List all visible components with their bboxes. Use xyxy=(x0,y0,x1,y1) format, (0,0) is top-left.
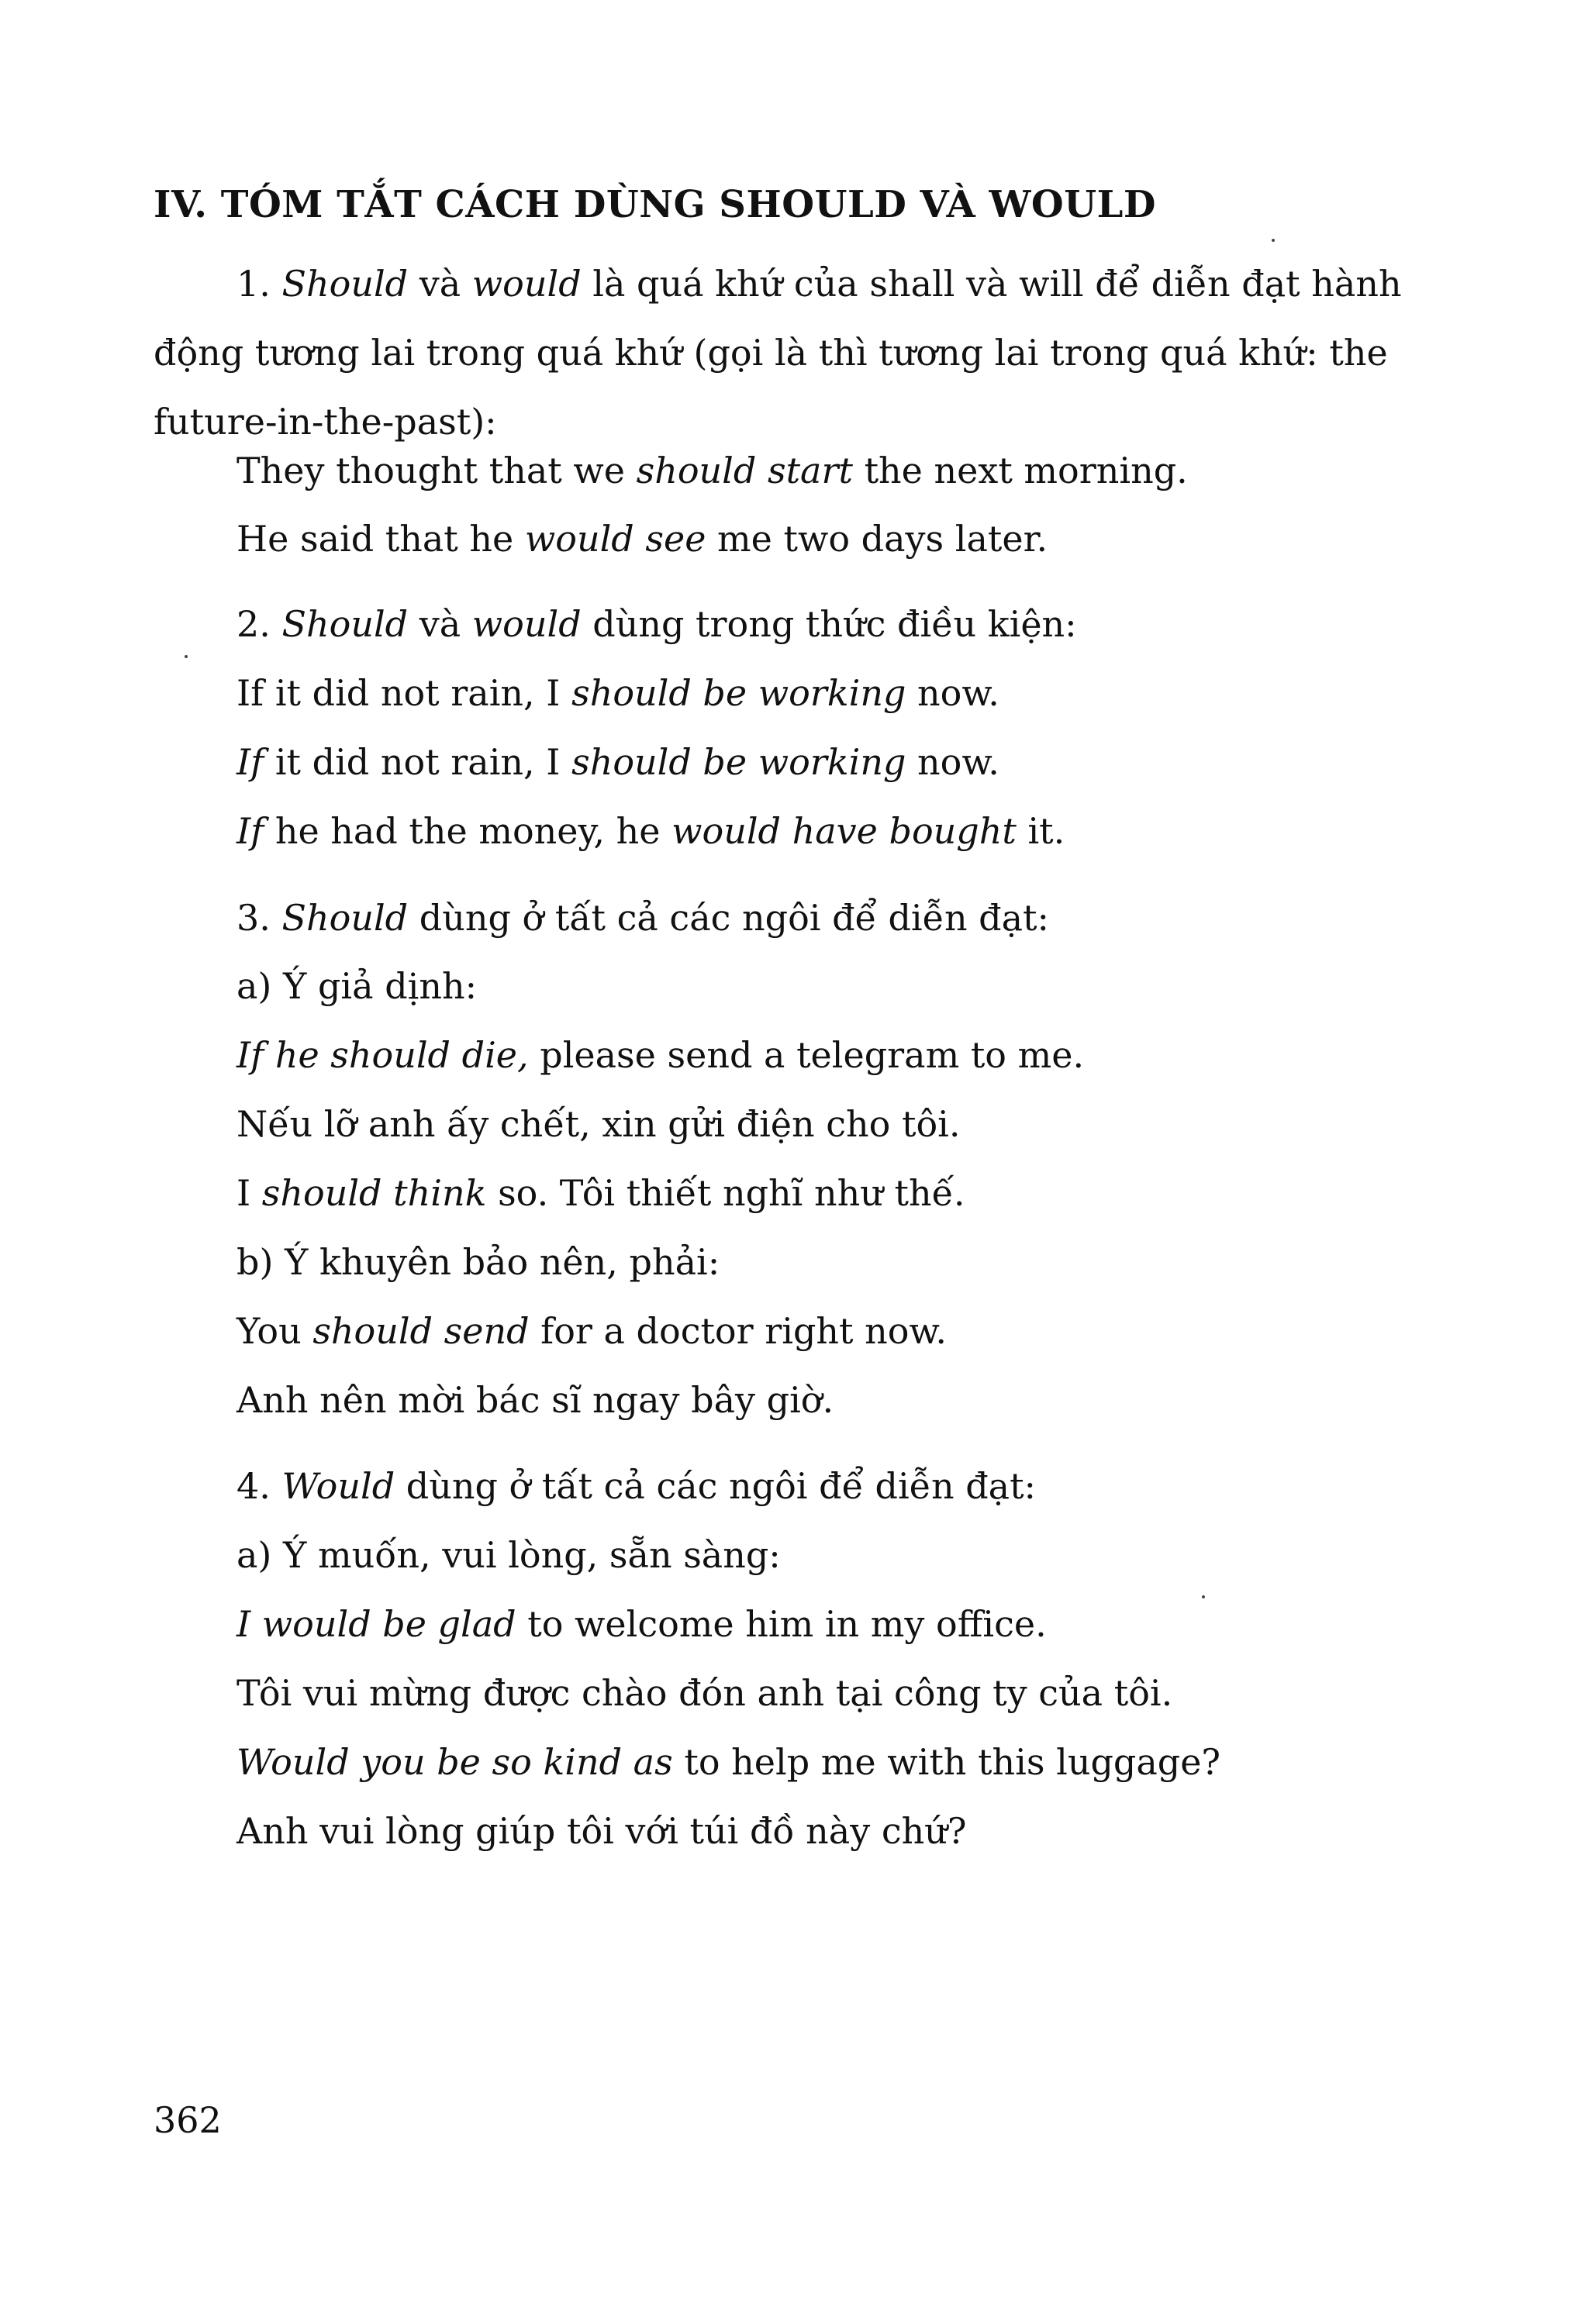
text-fragment: to welcome him in my office. xyxy=(516,1603,1047,1645)
emphasis: should start xyxy=(636,450,853,491)
translation-line: Tôi vui mừng được chào đón anh tại công ty của tôi. xyxy=(236,1672,1173,1714)
emphasis: Would you be so kind as xyxy=(236,1741,673,1783)
text-fragment: dùng ở tất cả các ngôi để diễn đạt: xyxy=(408,897,1050,939)
text-fragment: the next morning. xyxy=(852,450,1188,491)
example-line xyxy=(236,1310,947,1352)
translation-line: Nếu lỡ anh ấy chết, xin gửi điện cho tôi. xyxy=(236,1103,961,1145)
text-fragment: me two days later. xyxy=(706,518,1048,560)
emphasis: I would be glad xyxy=(236,1603,516,1645)
scan-speck xyxy=(1202,1595,1205,1598)
emphasis: would see xyxy=(524,518,706,560)
text-fragment: dùng ở tất cả các ngôi để diễn đạt: xyxy=(395,1465,1037,1507)
text-fragment: và xyxy=(408,263,472,305)
translation-line: Anh nên mời bác sĩ ngay bây giờ. xyxy=(236,1379,834,1421)
text-fragment: it did not rain, I xyxy=(264,741,572,783)
example-line xyxy=(236,518,1048,560)
section-number: 3. xyxy=(236,897,282,939)
example-line xyxy=(236,672,999,714)
text-fragment: it. xyxy=(1016,810,1065,852)
emphasis: should send xyxy=(312,1310,530,1352)
section-heading: IV. TÓM TẮT CÁCH DÙNG SHOULD VÀ WOULD xyxy=(154,183,1156,226)
section-number: 2. xyxy=(236,603,282,645)
subheading-b: b) Ý khuyên bảo nên, phải: xyxy=(236,1241,720,1283)
section-4-heading xyxy=(236,1465,1036,1507)
emphasis: would xyxy=(471,603,582,645)
example-line xyxy=(236,1741,1220,1783)
emphasis: should be working xyxy=(571,741,906,783)
translation-line: Anh vui lòng giúp tôi với túi đồ này chứ? xyxy=(236,1810,967,1852)
emphasis: If he should die, xyxy=(236,1034,529,1076)
scan-speck xyxy=(1272,239,1275,242)
text-fragment: I xyxy=(236,1172,262,1214)
text-fragment: he had the money, he xyxy=(264,810,672,852)
subheading-a: a) Ý giả dịnh: xyxy=(236,965,478,1007)
text-fragment: He said that he xyxy=(236,518,525,560)
page-number: 362 xyxy=(154,2099,222,2141)
text-fragment: They thought that we xyxy=(236,450,637,491)
text-fragment: You xyxy=(236,1310,313,1352)
example-line xyxy=(236,810,1065,852)
text-fragment: là quá khứ của shall và will để diễn đạt hành động tương lai trong quá khứ (gọi là thì tương lai trong quá khứ: the future-in-the-past): xyxy=(154,263,1402,443)
text-fragment: to help me with this luggage? xyxy=(672,1741,1221,1783)
example-line xyxy=(236,741,999,783)
text-fragment: dùng trong thức điều kiện: xyxy=(581,603,1077,645)
emphasis: Should xyxy=(281,897,409,939)
example-line xyxy=(236,1603,1047,1645)
example-line xyxy=(236,1034,1084,1076)
section-2-heading xyxy=(236,603,1077,645)
section-1-number: 1. xyxy=(236,263,271,305)
emphasis: would have bought xyxy=(671,810,1017,852)
emphasis: should think xyxy=(261,1172,487,1214)
text-fragment: now. xyxy=(906,741,999,783)
text-fragment: please send a telegram to me. xyxy=(528,1034,1085,1076)
term-would: would xyxy=(471,263,582,305)
emphasis: If xyxy=(236,810,264,852)
text-fragment: If it did not rain, I xyxy=(236,672,572,714)
text-fragment: so. Tôi thiết nghĩ như thế. xyxy=(486,1172,965,1214)
emphasis: should be working xyxy=(571,672,906,714)
term-should: Should xyxy=(281,263,409,305)
emphasis: Would xyxy=(281,1465,395,1507)
example-line xyxy=(236,450,1188,491)
section-1-paragraph xyxy=(154,250,1448,457)
text-fragment: for a doctor right now. xyxy=(529,1310,947,1352)
emphasis: If xyxy=(236,741,264,783)
section-number: 4. xyxy=(236,1465,282,1507)
text-fragment: now. xyxy=(906,672,999,714)
section-3-heading xyxy=(236,897,1049,939)
emphasis: Should xyxy=(281,603,409,645)
example-line xyxy=(236,1172,965,1214)
scan-speck xyxy=(185,655,188,658)
text-fragment: và xyxy=(408,603,472,645)
subheading-a: a) Ý muốn, vui lòng, sẵn sàng: xyxy=(236,1534,781,1576)
